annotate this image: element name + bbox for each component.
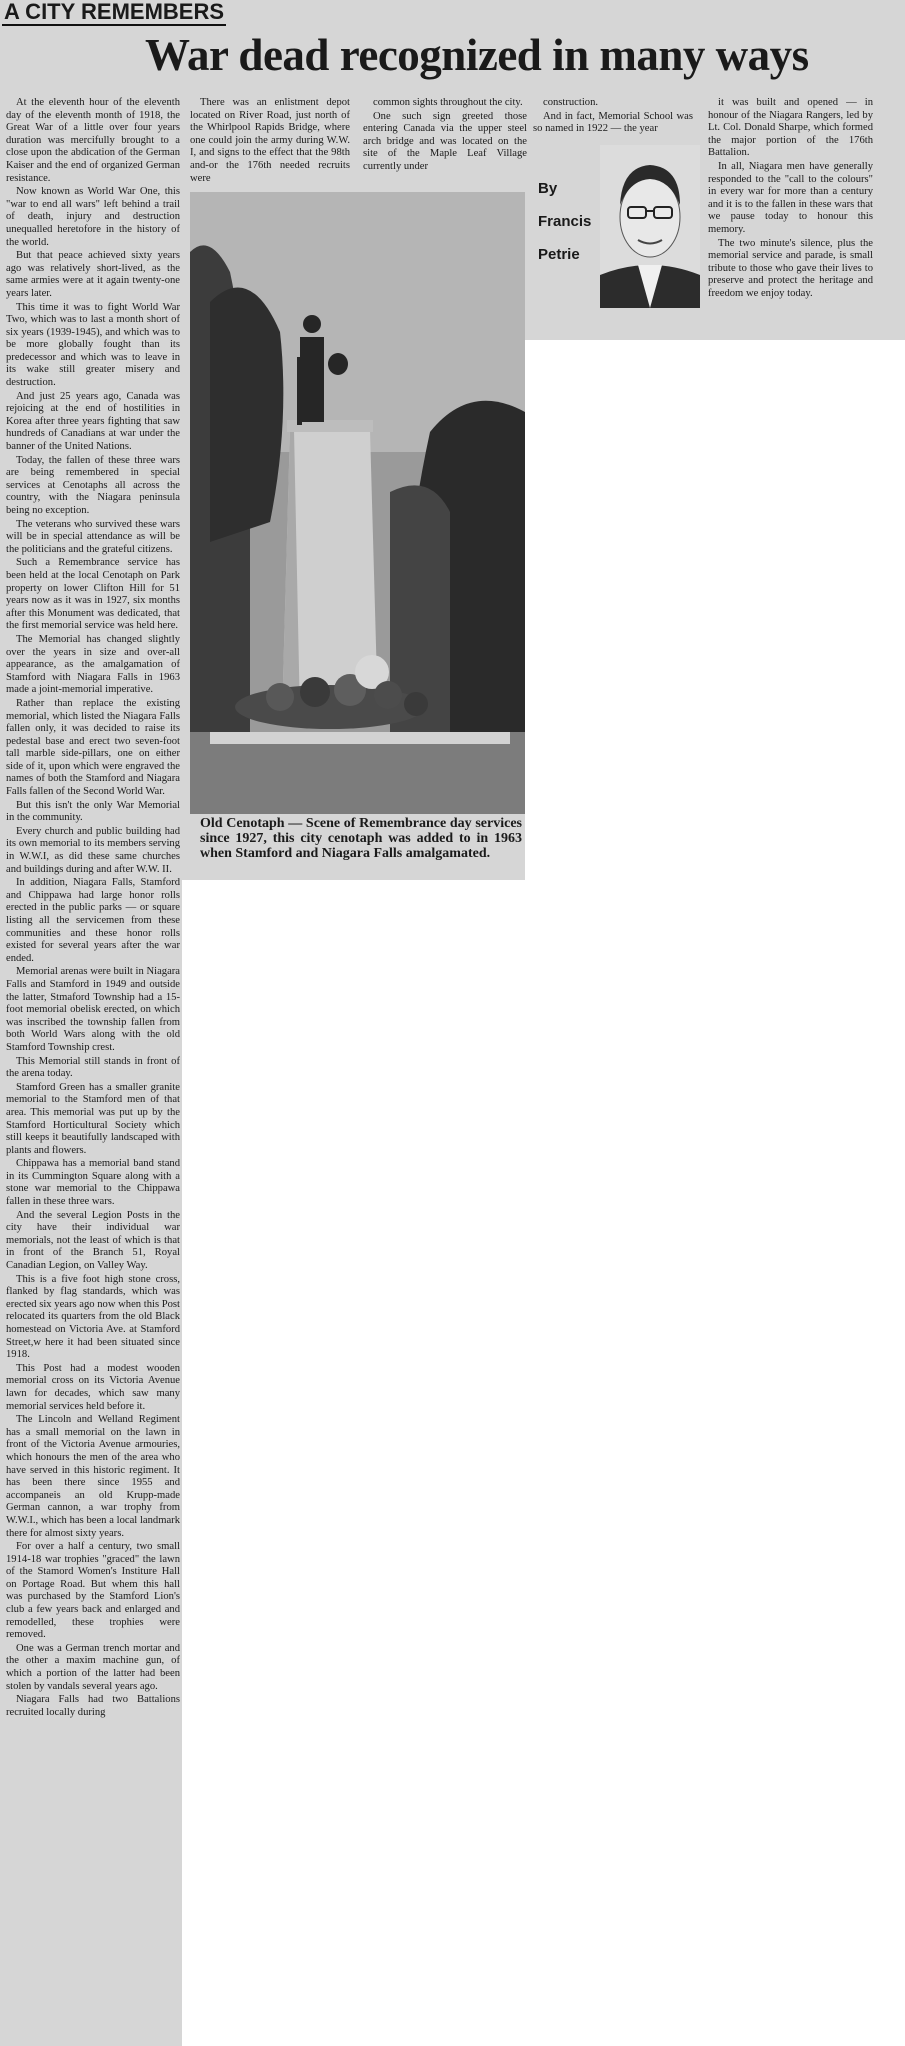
byline-by: By bbox=[538, 180, 558, 197]
col1-paragraph: The veterans who survived these wars will be in special attendance as will be the politicians and the grateful citizens. bbox=[6, 518, 180, 555]
headline: War dead recognized in many ways bbox=[145, 30, 809, 80]
col3-paragraph: One such sign greeted those entering Canada via the upper steel arch bridge and was located on the site of the Maple Leaf Village currently under bbox=[363, 110, 527, 172]
col1-paragraph: Such a Remembrance service has been held at the local Cenotaph on Park property on lower Clifton Hill for 51 years now as it was in 1927, six months after this Monument was dedicated, that the first memorial service was held here. bbox=[6, 557, 180, 632]
col1-paragraph: In addition, Niagara Falls, Stamford and Chippawa had large honor rolls erected in the public parks — or square listing all the servicemen from these communities and these honor rolls existed for several years after the war ended. bbox=[6, 877, 180, 964]
col1-paragraph: Every church and public building had its own memorial to its members serving in W.W.I, as did these same churches and buildings during and after W.W. II. bbox=[6, 825, 180, 875]
byline bbox=[538, 172, 591, 271]
col2-paragraph: There was an enlistment depot located on River Road, just north of the Whirlpool Rapids Bridge, where one could join the army during W.W. I, and signs to the effect that the 98th and-or the 176th needed recruits were bbox=[190, 97, 350, 184]
kicker: A CITY REMEMBERS bbox=[4, 0, 225, 24]
col1-paragraph: The Lincoln and Welland Regiment has a small memorial on the lawn in front of the Victoria Avenue armouries, which honours the men of the area who have served in this historic regiment. It has been there since 1955 and accompaneis an old Krupp-made German cannon, a war trophy from W.W.I., which has been a local landmark there for almost sixty years. bbox=[6, 1414, 180, 1539]
col5-paragraph: The two minute's silence, plus the memorial service and parade, is small tribute to those who gave their lives to preserve and protect the heritage and freedom we enjoy today. bbox=[708, 237, 873, 299]
col1-paragraph: And the several Legion Posts in the city have their individual war memorials, not the least of which is that in front of the Branch 51, Royal Canadian Legion, on Valley Way. bbox=[6, 1209, 180, 1272]
col5-paragraph: In all, Niagara men have generally responded to the "call to the colours" in every war for more than a century and it is to the fallen in these wars that we pause today to honour this memory. bbox=[708, 160, 873, 235]
photo-caption: Old Cenotaph — Scene of Remembrance day services since 1927, this city cenotaph was added to in 1963 when Stamford and Niagara Falls amalgamated. bbox=[200, 816, 522, 861]
column-1 bbox=[6, 97, 180, 2042]
col1-paragraph: This Post had a modest wooden memorial cross on its Victoria Avenue lawn for decades, which saw many memorial services held before it. bbox=[6, 1362, 180, 1412]
col5-paragraph: it was built and opened — in honour of the Niagara Rangers, led by Lt. Col. Donald Sharpe, which formed the major portion of the 176th Battalion. bbox=[708, 97, 873, 159]
col1-paragraph: Niagara Falls had two Battalions recruited locally during bbox=[6, 1694, 180, 1718]
col1-paragraph: Rather than replace the existing memorial, which listed the Niagara Falls fallen only, it was decided to raise its pedestal base and erect two seven-foot tall marble side-pillars, one on either side of it, upon which were engraved the names of both the Stamford and Niagara Falls fallen of the Second World War. bbox=[6, 697, 180, 798]
col1-paragraph: Stamford Green has a smaller granite memorial to the Stamford men of that area. This memorial was put up by the Stamford Horticultural Society which still keeps it beautifully landscaped with plants and flowers. bbox=[6, 1081, 180, 1156]
byline-last: Petrie bbox=[538, 246, 580, 263]
col4-paragraph: construction. bbox=[543, 97, 599, 108]
col1-paragraph: This Memorial still stands in front of the arena today. bbox=[6, 1055, 180, 1080]
col1-paragraph: This time it was to fight World War Two, which was to last a month short of six years (1939-1945), and which was to be more globally fought than its predecessor and which was to leave in its wake still greater misery and destruction. bbox=[6, 301, 180, 389]
col4-paragraph: And in fact, Memorial School was so named in 1922 — the year bbox=[533, 110, 693, 135]
cenotaph-photo bbox=[190, 192, 525, 814]
col1-paragraph: But this isn't the only War Memorial in the community. bbox=[6, 799, 180, 824]
col1-paragraph: But that peace achieved sixty years ago was relatively short-lived, as the same armies were at it again twenty-one years later. bbox=[6, 250, 180, 299]
col3-paragraph: common sights throughout the city. bbox=[373, 97, 523, 108]
column-3 bbox=[363, 97, 527, 175]
column-5 bbox=[708, 97, 873, 302]
col1-paragraph: And just 25 years ago, Canada was rejoicing at the end of hostilities in Korea after three years fighting that saw hundreds of Canadians at war under the banner of the United Nations. bbox=[6, 390, 180, 453]
byline-first: Francis bbox=[538, 213, 592, 230]
col1-paragraph: Chippawa has a memorial band stand in its Cummington Square along with a stone war memorial to the Chippawa fallen in these three wars. bbox=[6, 1158, 180, 1208]
col1-paragraph: Now known as World War One, this "war to end all wars" left behind a trail of death, injury and destruction unequalled heretofore in the history of the world. bbox=[6, 186, 180, 248]
column-4 bbox=[533, 97, 693, 137]
col1-paragraph: Today, the fallen of these three wars are being remembered in special services at Cenotaphs all across the country, with the Niagara peninsula being no exception. bbox=[6, 454, 180, 516]
column-2 bbox=[190, 97, 350, 186]
col1-paragraph: For over a half a century, two small 1914-18 war trophies "graced" the lawn of the Stamord Women's Institure Hall on Portage Road. But whem this hall was purchased by the Stamford Lion's club a few years back and enlarged and remodelled, these trophies were removed. bbox=[6, 1541, 180, 1641]
col1-paragraph: At the eleventh hour of the eleventh day of the eleventh month of 1918, the Great War of a little over four years duration was mercifully brought to a close upon the abdication of the German Kaiser and the end of organized German resistance. bbox=[6, 97, 180, 184]
col1-paragraph: The Memorial has changed slightly over the years in size and over-all appearance, as the amalgamation of Stamford with Niagara Falls in 1963 made a joint-memorial imperative. bbox=[6, 633, 180, 696]
col1-paragraph: Memorial arenas were built in Niagara Falls and Stamford in 1949 and outside the latter, Stmaford Township had a 15-foot memorial obelisk erected, on which was inscribed the township fallen from both World Wars along with the old Stamford Township crest. bbox=[6, 966, 180, 1053]
col1-paragraph: One was a German trench mortar and the other a maxim machine gun, of which a portion of the latter had been stolen by vandals several years ago. bbox=[6, 1642, 180, 1692]
author-portrait bbox=[600, 145, 700, 308]
col1-paragraph: This is a five foot high stone cross, flanked by flag standards, which was erected six years ago now when this Post relocated its quarters from the old Black homestead on Victoria Ave. at Stamford Street,w here it had been situated since 1918. bbox=[6, 1273, 180, 1361]
